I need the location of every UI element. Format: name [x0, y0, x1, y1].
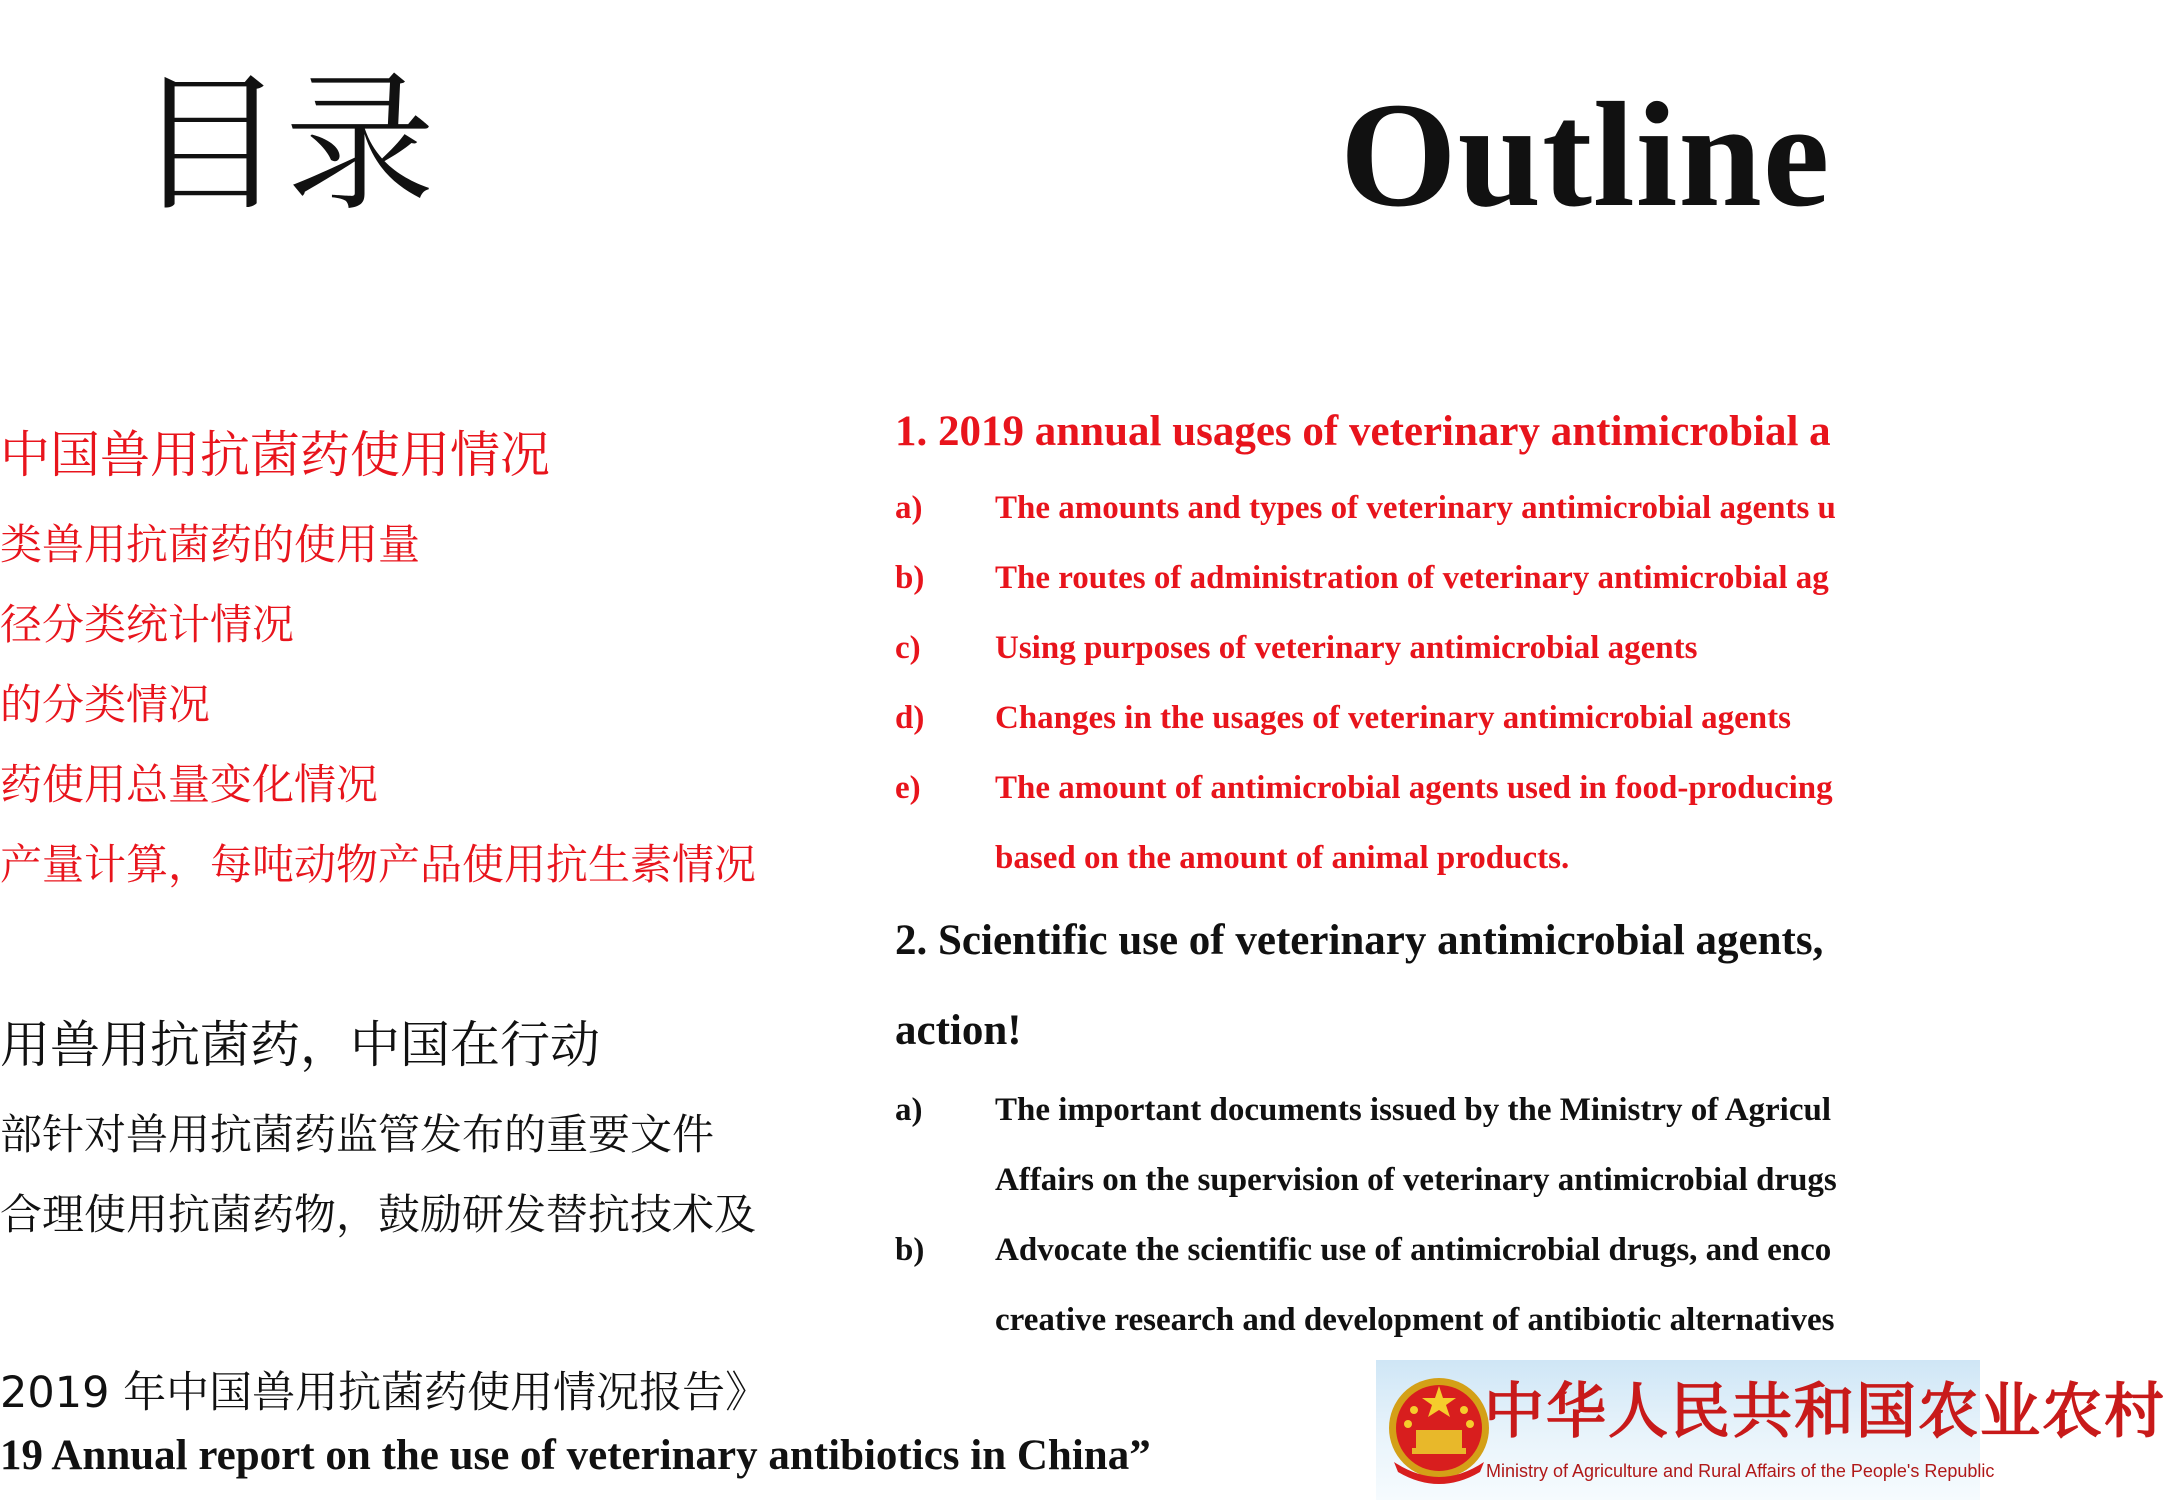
en-section1-item-continued: based on the amount of animal products. — [995, 840, 1570, 876]
en-section1-heading: 1. 2019 annual usages of veterinary antimicrobial a — [895, 408, 1831, 455]
en-section1-item: The amount of antimicrobial agents used in food-producing — [995, 770, 1833, 806]
report-title-cn: 2019 年中国兽用抗菌药使用情况报告》 — [0, 1368, 769, 1418]
en-section1-item: Using purposes of veterinary antimicrobial agents — [995, 630, 1698, 666]
en-item-label: d) — [895, 700, 925, 736]
cn-section1-item: 类兽用抗菌药的使用量 — [0, 520, 421, 569]
en-section2-heading-continued: action! — [895, 1007, 1022, 1054]
cn-section2-heading: 用兽用抗菌药，中国在行动 — [0, 1016, 600, 1074]
cn-section1-heading: 中国兽用抗菌药使用情况 — [0, 426, 550, 484]
page-title-en: Outline — [1340, 72, 1831, 238]
en-item-label: b) — [895, 1232, 925, 1268]
en-item-label: e) — [895, 770, 921, 806]
cn-section2-item: 部针对兽用抗菌药监管发布的重要文件 — [0, 1110, 715, 1159]
en-section2-item: Advocate the scientific use of antimicrobial drugs, and enco — [995, 1232, 1832, 1268]
ministry-name-en: Ministry of Agriculture and Rural Affairs of the People's Republic — [1486, 1461, 1995, 1481]
cn-section1-item: 药使用总量变化情况 — [0, 760, 379, 809]
ministry-logo-banner — [1376, 1360, 2166, 1500]
cn-section1-item: 的分类情况 — [0, 680, 211, 729]
en-section1-item: The amounts and types of veterinary antimicrobial agents u — [995, 490, 1836, 526]
en-section2-item-continued: Affairs on the supervision of veterinary antimicrobial drugs — [995, 1162, 1837, 1198]
national-emblem-icon — [1384, 1372, 1494, 1488]
en-item-label: c) — [895, 630, 921, 666]
page-title-cn: 目录 — [135, 58, 436, 232]
cn-section1-item: 径分类统计情况 — [0, 600, 295, 649]
cn-section2-item: 合理使用抗菌药物，鼓励研发替抗技术及 — [0, 1190, 757, 1239]
en-section1-item: The routes of administration of veterinary antimicrobial ag — [995, 560, 1829, 596]
cn-section1-item: 产量计算，每吨动物产品使用抗生素情况 — [0, 840, 757, 889]
en-section2-item: The important documents issued by the Ministry of Agricul — [995, 1092, 1832, 1128]
en-section2-heading: 2. Scientific use of veterinary antimicrobial agents, — [895, 917, 1824, 964]
en-section1-item: Changes in the usages of veterinary antimicrobial agents — [995, 700, 1791, 736]
report-title-en: 19 Annual report on the use of veterinary antibiotics in China” — [0, 1432, 1151, 1479]
en-item-label: b) — [895, 560, 925, 596]
en-item-label: a) — [895, 490, 923, 526]
en-section2-item-continued: creative research and development of antibiotic alternatives — [995, 1302, 1835, 1338]
en-item-label: a) — [895, 1092, 923, 1128]
ministry-name-cn: 中华人民共和国农业农村 — [1484, 1377, 2166, 1447]
